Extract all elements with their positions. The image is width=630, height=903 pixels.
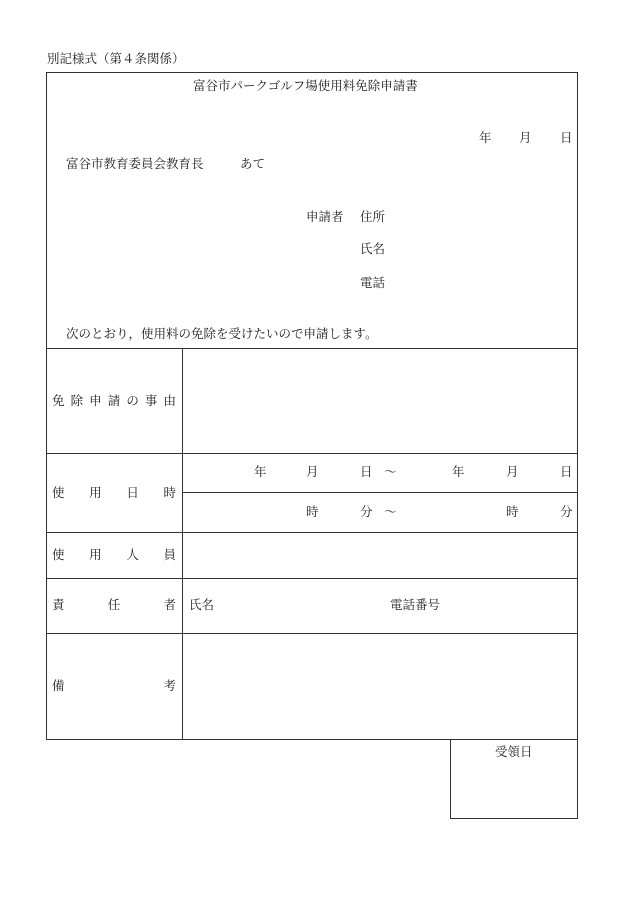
label-column-divider — [182, 348, 183, 740]
label-char: 任 — [107, 597, 121, 612]
datetime-label — [52, 487, 176, 500]
label-char: 除 — [70, 393, 84, 408]
time-range-tilde: ～ — [384, 504, 397, 519]
row-divider-3 — [46, 578, 578, 579]
reason-field[interactable] — [184, 350, 576, 452]
label-char: 申 — [89, 393, 102, 408]
label-char: 時 — [163, 485, 176, 500]
row-divider-4 — [46, 633, 578, 634]
label-char: 日 — [126, 485, 139, 500]
applicant-name-label: 氏名 — [360, 241, 386, 256]
date-year: 年 — [479, 130, 492, 145]
label-char: 考 — [163, 678, 176, 693]
label-char: 事 — [144, 393, 158, 408]
start-year: 年 — [254, 464, 267, 479]
addressee-name: 富谷市教育委員会教育長 — [66, 156, 204, 171]
end-day: 日 — [560, 464, 573, 479]
label-char: 員 — [163, 547, 176, 562]
end-minute: 分 — [560, 504, 573, 519]
table-top-line — [46, 348, 578, 349]
start-hour: 時 — [306, 504, 319, 519]
label-char: 者 — [163, 597, 176, 612]
row-divider-2 — [46, 532, 578, 533]
end-month: 月 — [506, 464, 519, 479]
end-hour: 時 — [506, 504, 519, 519]
responsible-label — [52, 599, 176, 612]
statement-text: 次のとおり，使用料の免除を受けたいので申請します。 — [66, 326, 378, 341]
form-label: 別記様式（第４条関係） — [47, 51, 185, 66]
remarks-label — [52, 680, 176, 693]
date-day: 日 — [560, 130, 573, 145]
label-char: の — [126, 393, 139, 408]
end-year: 年 — [452, 464, 465, 479]
label-char: 備 — [52, 678, 65, 693]
date-month: 月 — [519, 130, 532, 145]
label-char: 免 — [52, 393, 65, 408]
label-char: 由 — [163, 393, 176, 408]
label-char: 用 — [89, 547, 102, 562]
people-field[interactable] — [184, 534, 576, 577]
start-month: 月 — [306, 464, 319, 479]
label-char: 使 — [52, 547, 65, 562]
receipt-label: 受領日 — [495, 744, 533, 759]
applicant-address-label: 住所 — [360, 209, 386, 224]
label-char: 使 — [52, 485, 65, 500]
reason-label — [52, 395, 176, 408]
form-title: 富谷市パークゴルフ場使用料免除申請書 — [193, 78, 418, 93]
row-divider-1 — [46, 453, 578, 454]
date-range-tilde: ～ — [384, 464, 397, 479]
start-minute: 分 — [360, 504, 373, 519]
addressee-suffix: あて — [240, 156, 266, 171]
start-day: 日 — [360, 464, 373, 479]
label-char: 責 — [52, 597, 65, 612]
remarks-field[interactable] — [184, 635, 576, 739]
datetime-inner-divider — [183, 492, 578, 493]
responsible-name-label: 氏名 — [189, 597, 215, 612]
responsible-phone-label: 電話番号 — [390, 597, 441, 612]
label-char: 人 — [126, 547, 139, 562]
people-label — [52, 549, 176, 562]
applicant-phone-label: 電話 — [360, 275, 386, 290]
label-char: 用 — [89, 485, 102, 500]
applicant-label: 申請者 — [306, 209, 344, 224]
label-char: 請 — [107, 393, 121, 408]
